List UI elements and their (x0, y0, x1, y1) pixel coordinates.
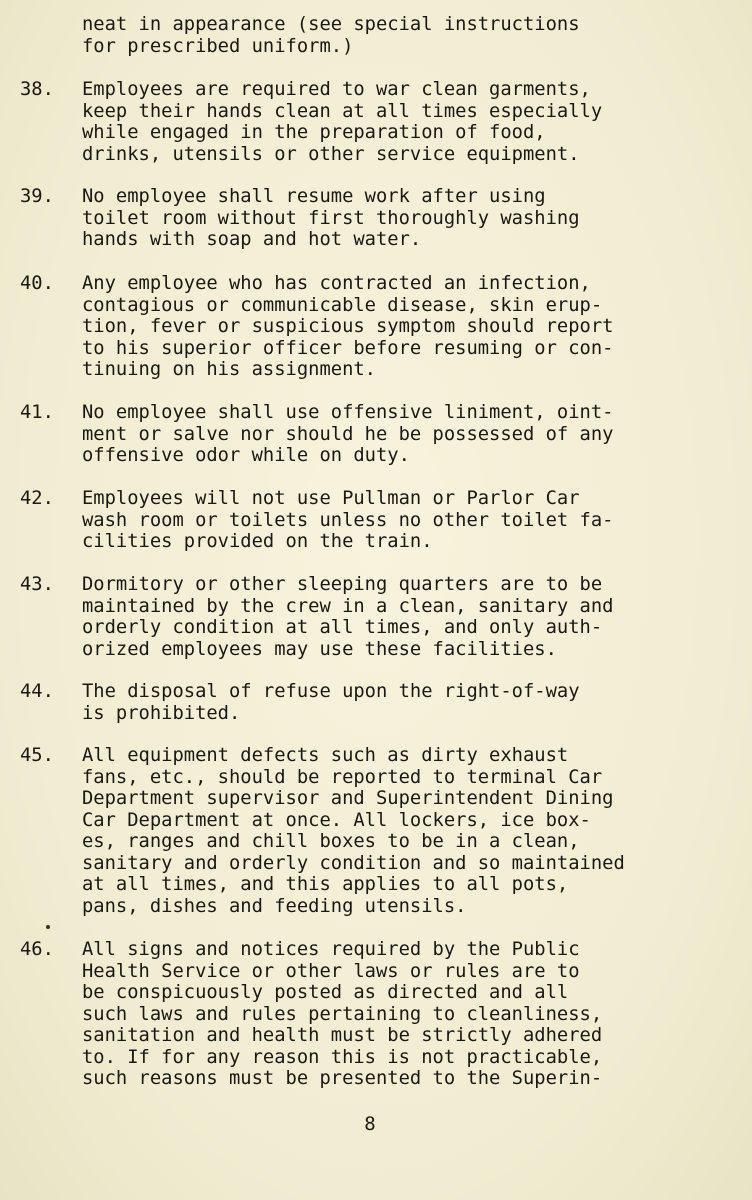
intro-text: neat in appearance (see special instructions for prescribed uniform.) (82, 14, 580, 57)
rule-text: Dormitory or other sleeping quarters are to be maintained by the crew in a clean, sanitary and orderly condition at all times, and only auth- orized employees may use these facilities. (82, 574, 614, 660)
rule-number: 45. (20, 745, 54, 766)
rule-number: 46. (20, 939, 54, 960)
rule-text: All signs and notices required by the Public Health Service or other laws or rules are to be conspicuously posted as directed and all such laws and rules pertaining to cleanliness, sanitation and health must be strictly adhered to. If for any reason this is not practicable, such reasons must be presented to the Superin- (82, 939, 603, 1089)
rule-number: 42. (20, 488, 54, 509)
rule-text: All equipment defects such as dirty exhaust fans, etc., should be reported to terminal Car Department supervisor and Superintendent Dining Car Department at once. All lockers, ice box- es, ranges and chill boxes to be in a clean, sanitary and orderly condition and so maintained at all times, and this applies to all pots, pans, dishes and feeding utensils. (82, 745, 625, 917)
rule-text: Employees are required to war clean garments, keep their hands clean at all times especially while engaged in the preparation of food, drinks, utensils or other service equipment. (82, 79, 603, 165)
rule-number: 43. (20, 574, 54, 595)
rule-number: 40. (20, 273, 54, 294)
rule-number: 39. (20, 186, 54, 207)
rule-text: Any employee who has contracted an infection, contagious or communicable disease, skin erup- tion, fever or suspicious symptom should report to his superior officer before resuming or con- tinuing on his assignment. (82, 273, 614, 380)
rule-text: Employees will not use Pullman or Parlor Car wash room or toilets unless no other toilet fa- cilities provided on the train. (82, 488, 614, 552)
rule-text: No employee shall use offensive liniment, oint- ment or salve nor should he be possessed of any offensive odor while on duty. (82, 402, 614, 466)
rule-number: 41. (20, 402, 54, 423)
rule-text: No employee shall resume work after using toilet room without first thoroughly washing hands with soap and hot water. (82, 186, 580, 250)
rule-number: 38. (20, 79, 54, 100)
page-number: 8 (364, 1113, 376, 1135)
rule-number: 44. (20, 681, 54, 702)
rule-text: The disposal of refuse upon the right-of-way is prohibited. (82, 681, 580, 724)
ink-speck (46, 925, 50, 929)
